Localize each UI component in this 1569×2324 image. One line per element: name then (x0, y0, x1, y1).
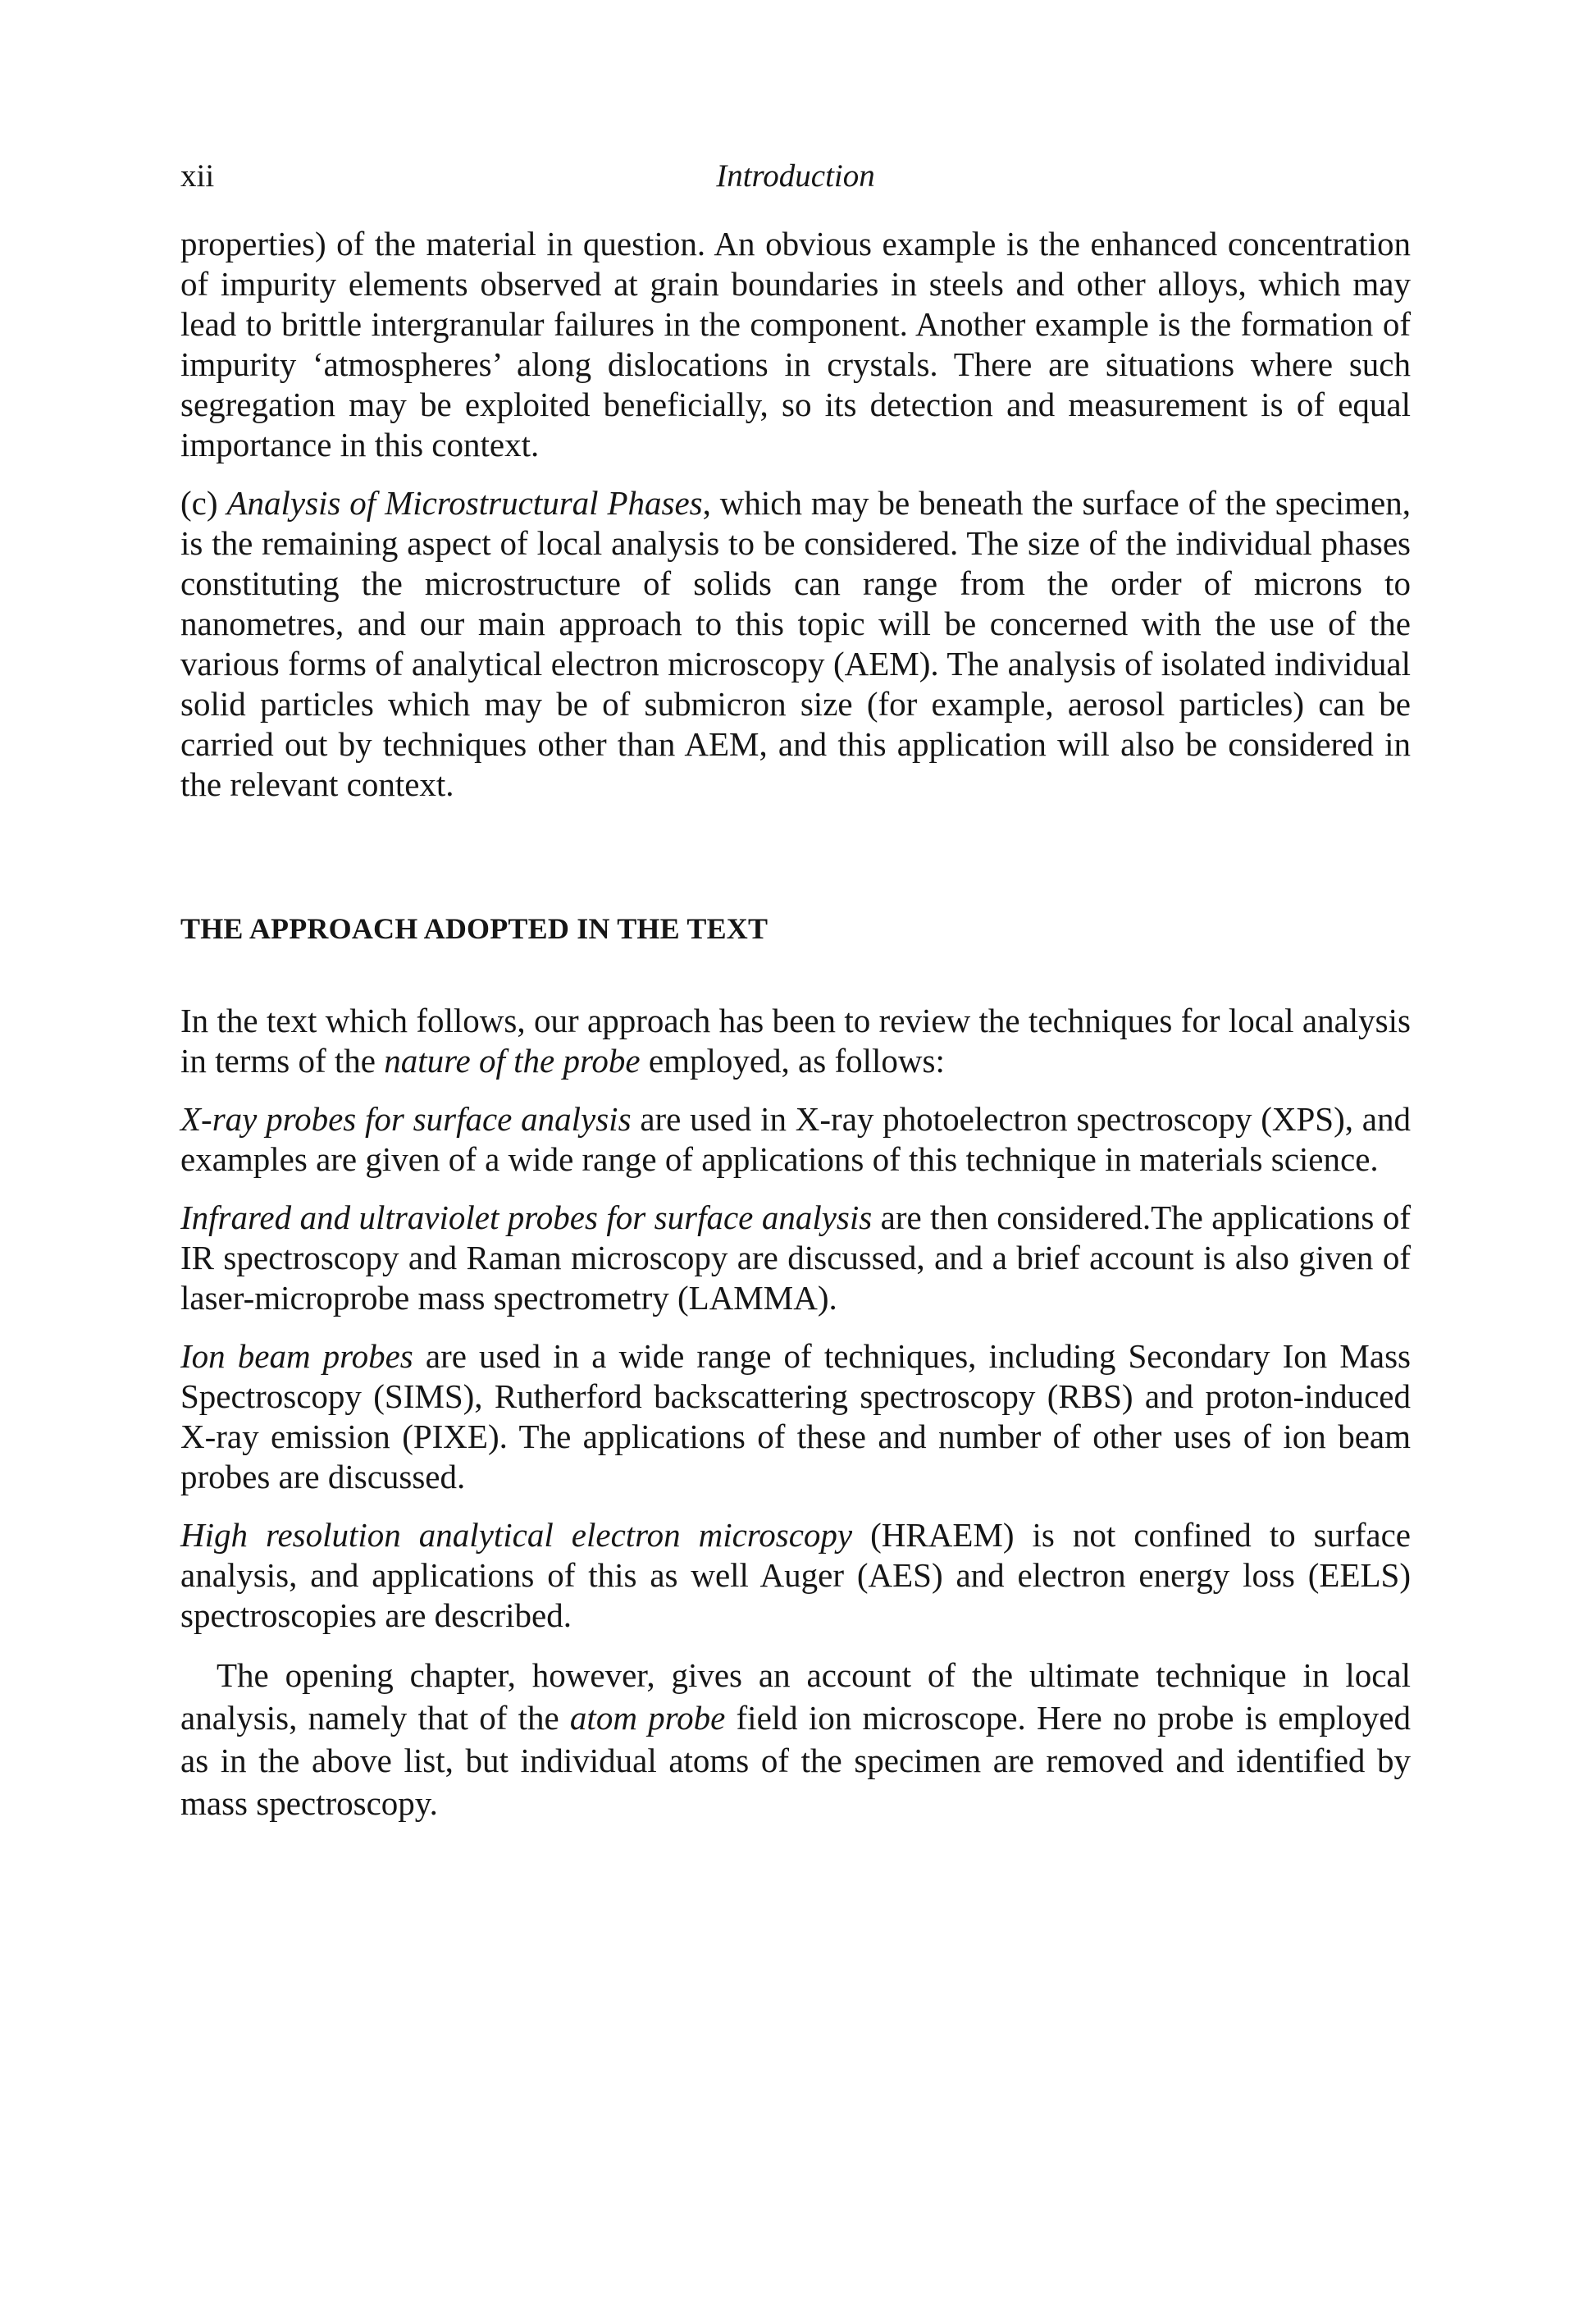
paragraph-microstructural-phases (180, 483, 1411, 805)
page-number: xii (180, 158, 215, 194)
paragraph-ion-beam-probes (180, 1336, 1411, 1497)
book-page (180, 152, 1411, 1842)
paragraph-hraem (180, 1515, 1411, 1636)
italic-term: X-ray probes for surface analysis (180, 1100, 632, 1138)
paragraph-text: are used in X-ray photoelectron spectroscopy (XPS), and examples are given of a wide range of applications of this technique in materials science. (180, 1100, 1411, 1178)
paragraph-ir-uv-probes (180, 1198, 1411, 1318)
paragraph-text: are then considered.The applications of IR spectroscopy and Raman microscopy are discussed, and a brief account is also given of laser-microprobe mass spectrometry (LAMMA). (180, 1199, 1411, 1317)
italic-term: Infrared and ultraviolet probes for surface analysis (180, 1199, 873, 1236)
running-head (180, 152, 1411, 201)
paragraph-text: The opening chapter, however, gives an account of the ultimate technique in local analysis, namely that of the (180, 1656, 1411, 1737)
paragraph-text: properties) of the material in question. An obvious example is the enhanced concentration of impurity elements observed at grain boundaries in steels and other alloys, which may lead to brittle intergranular failures in the component. Another example is the formation of impurity ‘atmospheres’ along dislocations in crystals. There are situations where such segregation may be exploited beneficially, so its detection and measurement is of equal importance in this context. (180, 225, 1411, 463)
paragraph-xray-probes (180, 1099, 1411, 1180)
paragraph-text: field ion microscope. Here no probe is employed as in the above list, but individual atoms of the specimen are removed and identified by mass spectroscopy. (180, 1699, 1411, 1822)
paragraph-text: In the text which follows, our approach has been to review the techniques for local analysis in terms of the (180, 1002, 1411, 1080)
list-marker: (c) (180, 484, 227, 522)
section-heading: THE APPROACH ADOPTED IN THE TEXT (180, 912, 769, 945)
paragraph-atom-probe (180, 1654, 1411, 1824)
paragraph-impurity-segregation (180, 224, 1411, 465)
italic-term: nature of the probe (384, 1042, 641, 1080)
chapter-title: Introduction (716, 158, 875, 194)
italic-term: Analysis of Microstructural Phases (226, 484, 703, 522)
italic-term: High resolution analytical electron microscopy (180, 1516, 853, 1554)
italic-term: Ion beam probes (180, 1337, 413, 1375)
italic-term: atom probe (569, 1699, 726, 1737)
paragraph-text: (HRAEM) is not confined to surface analysis, and applications of this as well Auger (AES) and electron energy loss (EELS) spectroscopies are described. (180, 1516, 1412, 1634)
paragraph-text: , which may be beneath the surface of the specimen, is the remaining aspect of local analysis to be considered. The size of the individual phases constituting the microstructure of solids can range from the order of microns to nanometres, and our main approach to this topic will be concerned with the use of the various forms of analytical electron microscopy (AEM). The analysis of isolated individual solid particles which may be of submicron size (for example, aerosol particles) can be carried out by techniques other than AEM, and this application will also be considered in the relevant context. (180, 484, 1411, 803)
paragraph-approach (180, 1001, 1411, 1081)
body-text (180, 224, 1411, 1824)
paragraph-text: are used in a wide range of techniques, including Secondary Ion Mass Spectroscopy (SIMS), Rutherford backscattering spectroscopy (RBS) and proton-induced X-ray emission (PIXE). The applications of these and number of other uses of ion beam probes are discussed. (180, 1337, 1411, 1495)
paragraph-text: employed, as follows: (640, 1042, 945, 1080)
